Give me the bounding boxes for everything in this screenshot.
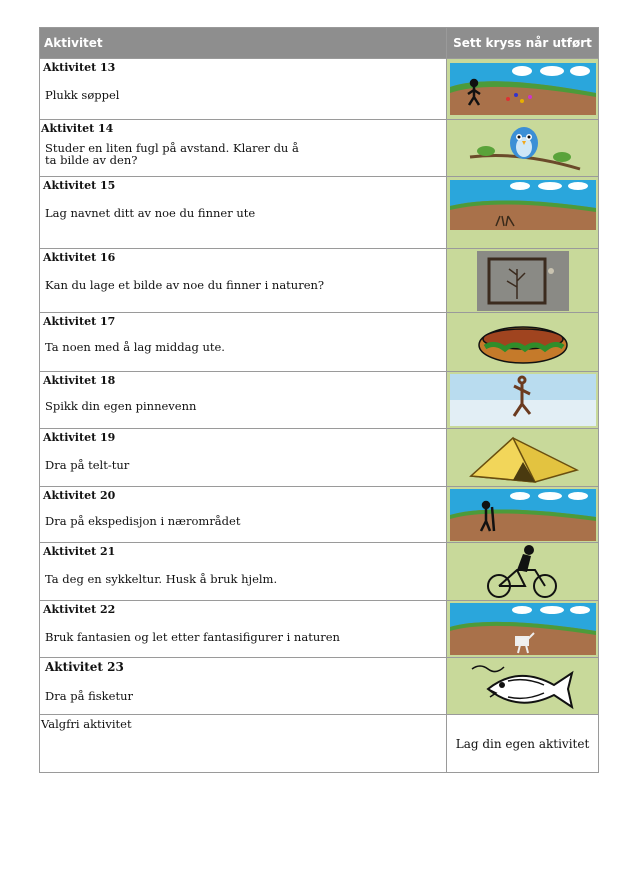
activity-title: Aktivitet 18 — [43, 374, 116, 387]
header-activity: Aktivitet — [40, 28, 447, 59]
activity-cell — [40, 59, 447, 120]
activity-text: Dra på fisketur — [45, 689, 133, 703]
activity-cell — [40, 487, 447, 543]
activity-text: Plukk søppel — [45, 88, 120, 102]
activity-text: Studer en liten fugl på avstand. Klarer du å ta bilde av den? — [45, 141, 299, 167]
fish-icon — [468, 659, 578, 713]
activity-title: Aktivitet 20 — [43, 489, 116, 502]
check-cell[interactable] — [447, 372, 599, 429]
check-cell[interactable] — [447, 543, 599, 601]
activity-cell — [40, 120, 447, 177]
check-cell[interactable] — [447, 249, 599, 313]
activity-cell — [40, 313, 447, 372]
litter-walk-icon — [450, 63, 596, 115]
cyclist-icon — [483, 544, 563, 600]
activity-text: Ta noen med å lag middag ute. — [45, 340, 225, 354]
activity-title: Aktivitet 16 — [43, 251, 116, 264]
table-row — [40, 120, 599, 177]
activity-title: Aktivitet 13 — [43, 61, 116, 74]
check-cell[interactable] — [447, 177, 599, 249]
activity-text: Kan du lage et bilde av noe du finner i naturen? — [45, 278, 325, 292]
table-row — [40, 543, 599, 601]
activity-cell — [40, 429, 447, 487]
activity-cell — [40, 177, 447, 249]
table-row — [40, 249, 599, 313]
table-row — [40, 715, 599, 773]
table-row — [40, 487, 599, 543]
activity-cell — [40, 601, 447, 658]
activity-text: Dra på telt-tur — [45, 458, 130, 472]
activity-text: Lag navnet ditt av noe du finner ute — [45, 206, 256, 220]
activity-cell — [40, 249, 447, 313]
activity-text: Ta deg en sykkeltur. Husk å bruk hjelm. — [45, 572, 278, 586]
check-cell[interactable] — [447, 429, 599, 487]
check-cell[interactable] — [447, 601, 599, 658]
nature-frame-icon — [477, 251, 569, 311]
activity-cell — [40, 658, 447, 715]
table-header — [40, 28, 599, 59]
activity-title: Aktivitet 21 — [43, 545, 116, 558]
hiker-icon — [450, 489, 596, 541]
check-cell[interactable] — [447, 658, 599, 715]
table-row — [40, 429, 599, 487]
activity-text: Bruk fantasien og let etter fantasifigurer i naturen — [45, 630, 340, 644]
activity-title: Aktivitet 19 — [43, 431, 116, 444]
table-row — [40, 59, 599, 120]
check-cell[interactable] — [447, 313, 599, 372]
fantasy-figure-icon — [450, 603, 596, 655]
check-cell[interactable] — [447, 120, 599, 177]
optional-text: Lag din egen aktivitet — [455, 736, 590, 751]
table-row — [40, 313, 599, 372]
bird-icon — [450, 121, 596, 175]
check-cell[interactable] — [447, 59, 599, 120]
table-row — [40, 372, 599, 429]
table-row — [40, 177, 599, 249]
activity-cell — [40, 715, 447, 773]
table-row — [40, 658, 599, 715]
table-row — [40, 601, 599, 658]
activity-title: Aktivitet 23 — [45, 660, 124, 674]
activity-table — [39, 27, 599, 773]
tent-icon — [463, 432, 583, 484]
activity-cell — [40, 372, 447, 429]
activity-title: Aktivitet 17 — [43, 315, 116, 328]
name-sticks-icon — [450, 180, 596, 230]
check-cell[interactable] — [447, 487, 599, 543]
optional-title: Valgfri aktivitet — [41, 717, 132, 731]
stick-figure-icon — [450, 374, 596, 426]
activity-text: Spikk din egen pinnevenn — [45, 399, 197, 413]
activity-title: Aktivitet 14 — [41, 122, 114, 135]
activity-text: Dra på ekspedisjon i nærområdet — [45, 514, 241, 528]
activity-cell — [40, 543, 447, 601]
optional-check-cell[interactable] — [447, 715, 599, 773]
header-check: Sett kryss når utført — [447, 28, 599, 59]
activity-title: Aktivitet 22 — [43, 603, 116, 616]
hotdog-icon — [475, 317, 571, 367]
activity-title: Aktivitet 15 — [43, 179, 116, 192]
